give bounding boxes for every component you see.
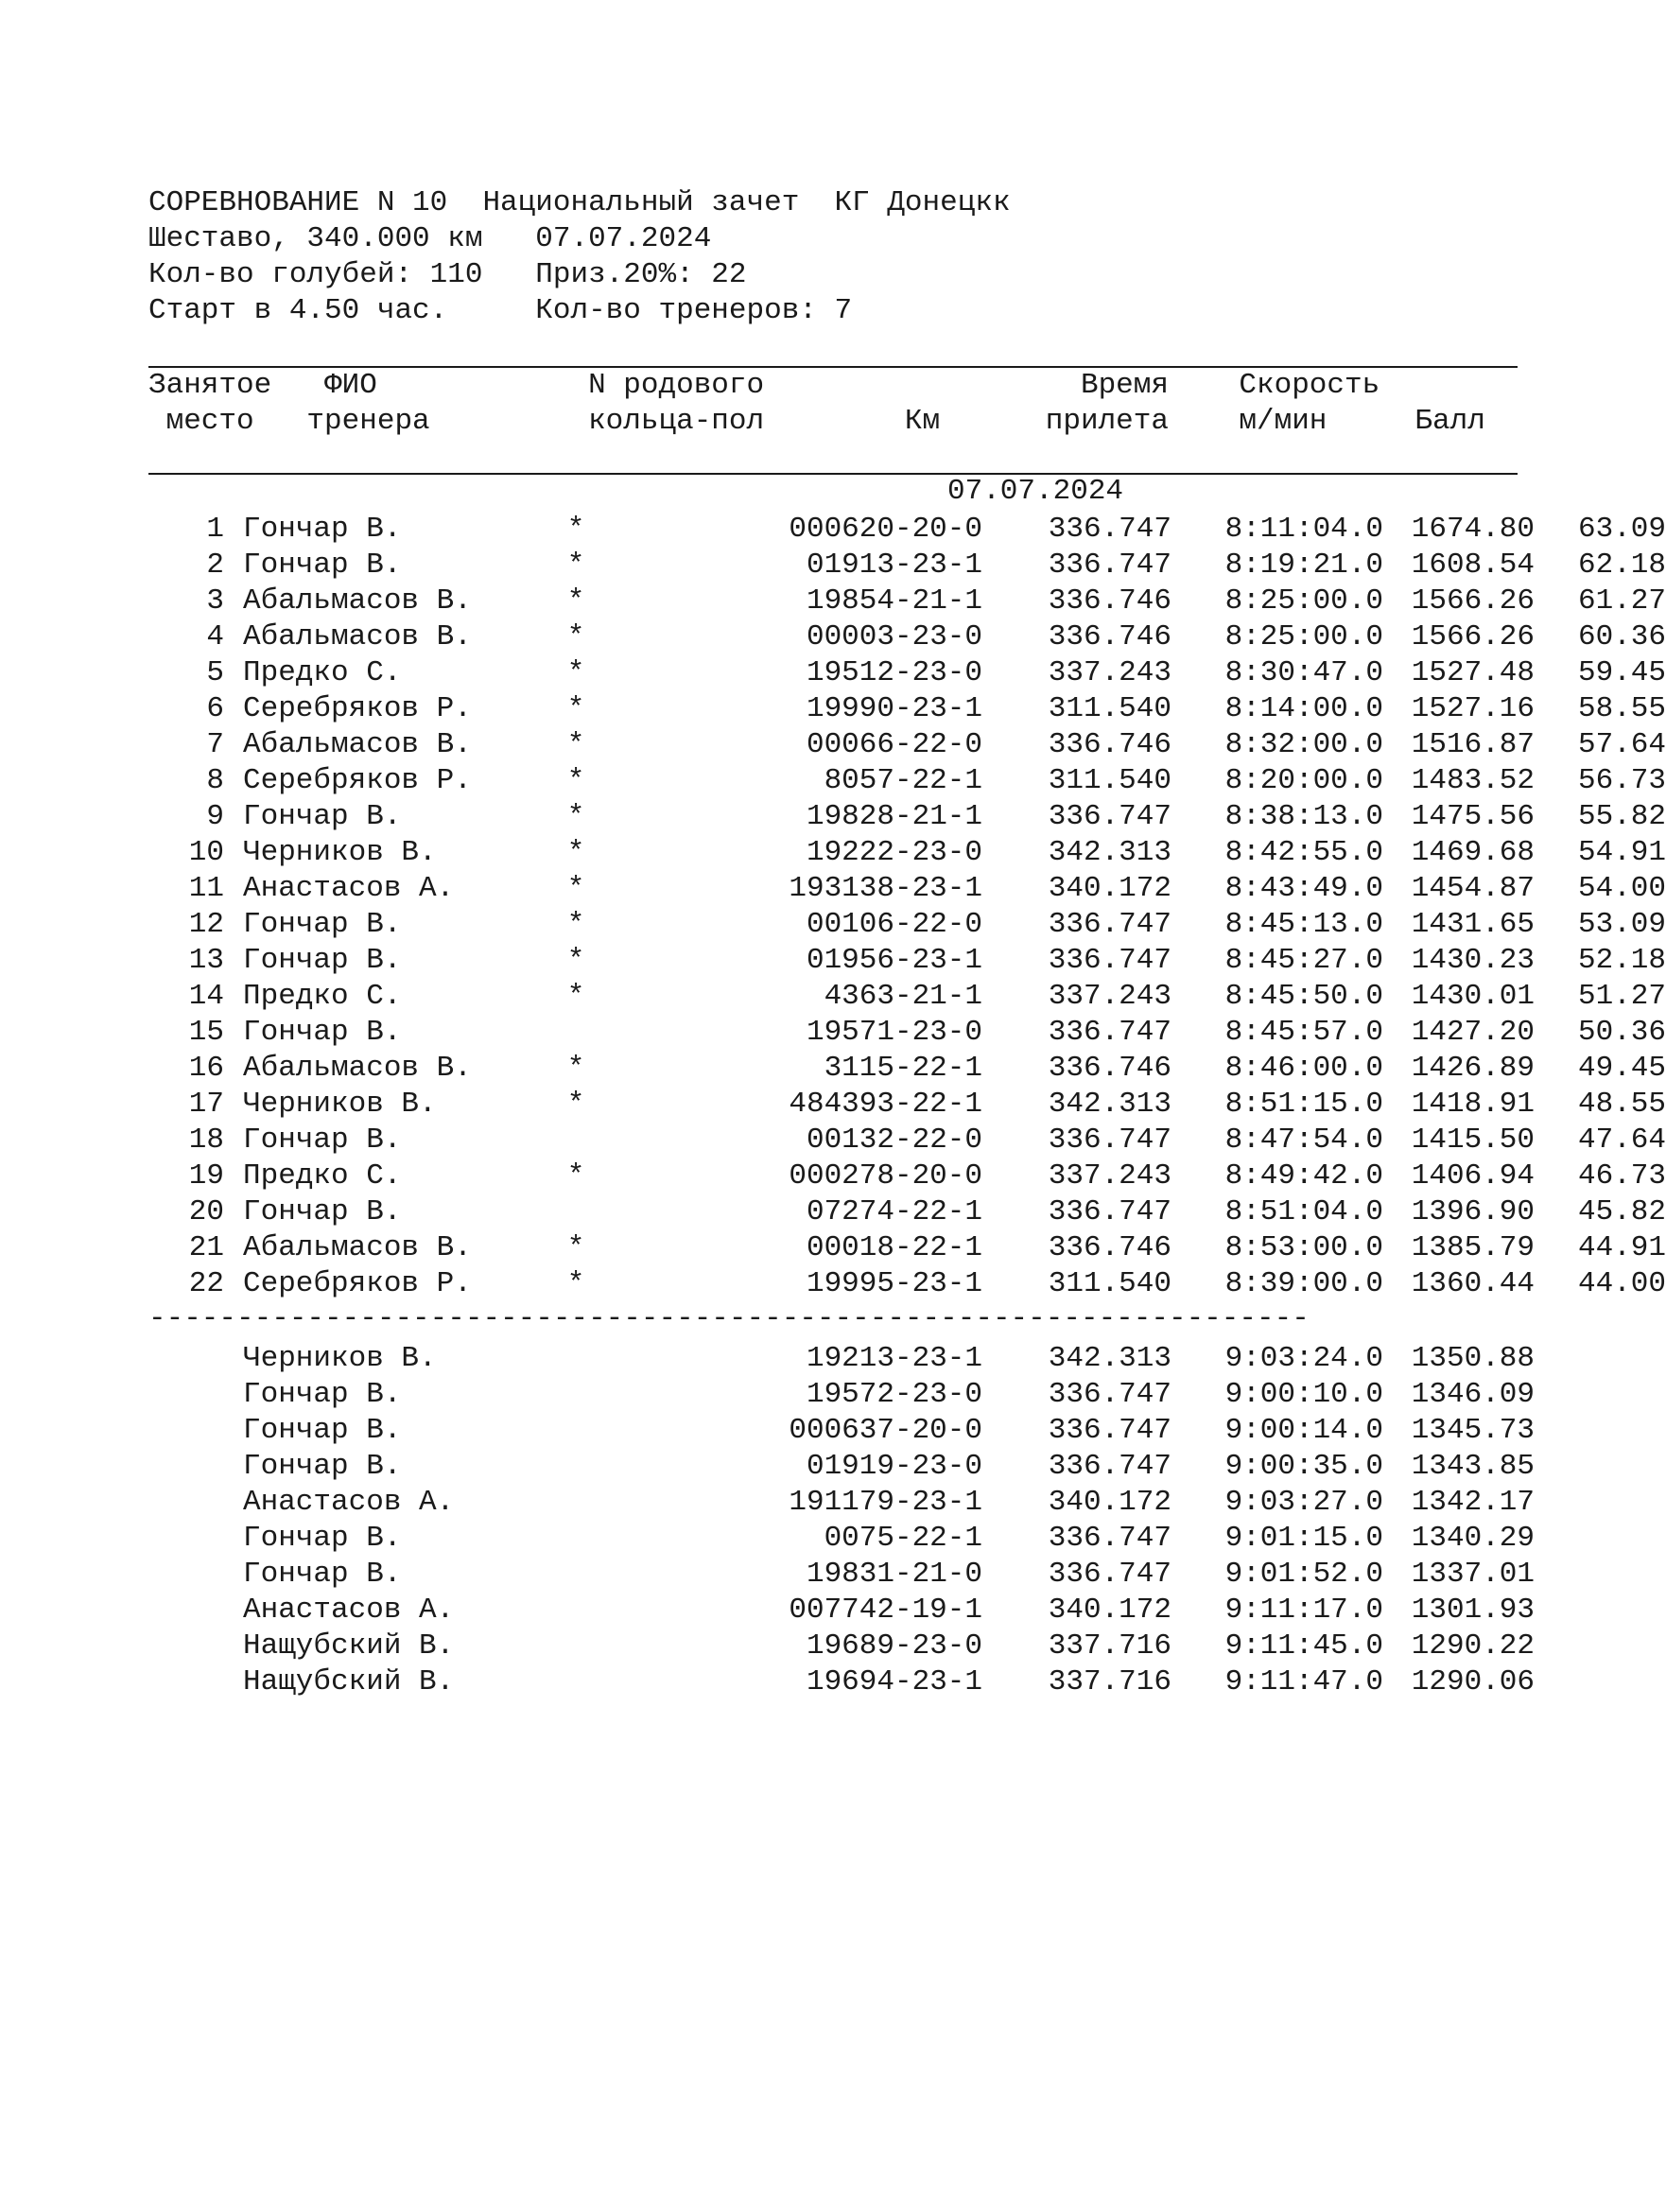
ring-number-cell: 000620-20-0 (789, 513, 982, 546)
table-row (148, 1123, 1666, 1158)
table-row (148, 1194, 1666, 1230)
points-cell: 59.45 (1577, 656, 1666, 689)
speed-cell: 1427.20 (1411, 1016, 1535, 1049)
mark-star-cell: * (566, 836, 585, 869)
speed-cell: 1340.29 (1411, 1522, 1535, 1555)
place-cell: 17 (188, 1088, 224, 1121)
points-cell: 53.09 (1577, 908, 1666, 941)
ring-number-cell: 00132-22-0 (806, 1123, 982, 1157)
table-row (148, 1413, 1535, 1449)
distance-cell: 340.172 (1048, 1486, 1171, 1519)
table-row (148, 512, 1666, 548)
arrival-time-cell: 9:03:27.0 (1224, 1486, 1383, 1519)
distance-cell: 336.746 (1048, 584, 1171, 618)
points-cell: 60.36 (1577, 620, 1666, 653)
ring-number-cell: 19990-23-1 (806, 692, 982, 725)
distance-cell: 336.747 (1048, 800, 1171, 833)
distance-cell: 342.313 (1048, 836, 1171, 869)
speed-cell: 1516.87 (1411, 728, 1535, 761)
ring-number-cell: 19572-23-0 (806, 1378, 982, 1411)
table-row (148, 835, 1666, 871)
points-cell: 48.55 (1577, 1088, 1666, 1121)
points-cell: 52.18 (1577, 944, 1666, 977)
trainer-name-cell: Нащубский В. (243, 1629, 455, 1663)
distance-cell: 342.313 (1048, 1342, 1171, 1375)
speed-cell: 1345.73 (1411, 1414, 1535, 1447)
mark-star-cell: * (566, 1088, 585, 1121)
trainer-name-cell: Черников В. (243, 836, 437, 869)
trainer-name-cell: Абальмасов В. (243, 620, 472, 653)
arrival-time-cell: 8:25:00.0 (1224, 584, 1383, 618)
place-cell: 21 (188, 1231, 224, 1264)
points-cell: 54.91 (1577, 836, 1666, 869)
points-cell: 57.64 (1577, 728, 1666, 761)
place-cell: 2 (206, 549, 224, 582)
place-cell: 20 (188, 1195, 224, 1228)
ring-number-cell: 00066-22-0 (806, 728, 982, 761)
place-cell: 18 (188, 1123, 224, 1157)
trainer-name-cell: Серебряков Р. (243, 692, 472, 725)
table-row (148, 1377, 1535, 1413)
distance-cell: 337.716 (1048, 1665, 1171, 1698)
place-cell: 12 (188, 908, 224, 941)
mark-star-cell: * (566, 800, 585, 833)
points-cell: 61.27 (1577, 584, 1666, 618)
ring-number-cell: 07274-22-1 (806, 1195, 982, 1228)
table-row (148, 871, 1666, 907)
header-line-location: Шеставо, 340.000 км 07.07.2024 (148, 222, 712, 255)
speed-cell: 1430.23 (1411, 944, 1535, 977)
distance-cell: 336.747 (1048, 1016, 1171, 1049)
speed-cell: 1566.26 (1411, 584, 1535, 618)
column-headers (148, 368, 1485, 440)
place-cell: 14 (188, 980, 224, 1013)
table-row (148, 1015, 1666, 1051)
arrival-time-cell: 8:45:27.0 (1224, 944, 1383, 977)
trainer-name-cell: Абальмасов В. (243, 1231, 472, 1264)
distance-cell: 336.747 (1048, 549, 1171, 582)
speed-cell: 1415.50 (1411, 1123, 1535, 1157)
distance-cell: 336.747 (1048, 1450, 1171, 1483)
points-cell: 49.45 (1577, 1052, 1666, 1085)
table-row (148, 1449, 1535, 1485)
speed-cell: 1301.93 (1411, 1594, 1535, 1627)
table-row (148, 1593, 1535, 1629)
arrival-time-cell: 9:11:47.0 (1224, 1665, 1383, 1698)
ring-number-cell: 01956-23-1 (806, 944, 982, 977)
distance-cell: 340.172 (1048, 1594, 1171, 1627)
table-row (148, 1629, 1535, 1664)
place-cell: 6 (206, 692, 224, 725)
ring-number-cell: 19854-21-1 (806, 584, 982, 618)
points-cell: 62.18 (1577, 549, 1666, 582)
speed-cell: 1406.94 (1411, 1159, 1535, 1193)
points-cell: 47.64 (1577, 1123, 1666, 1157)
distance-cell: 340.172 (1048, 872, 1171, 905)
arrival-time-cell: 9:01:15.0 (1224, 1522, 1383, 1555)
arrival-time-cell: 8:19:21.0 (1224, 549, 1383, 582)
trainer-name-cell: Гончар В. (243, 1414, 402, 1447)
ring-number-cell: 193138-23-1 (789, 872, 982, 905)
points-cell: 46.73 (1577, 1159, 1666, 1193)
points-cell: 50.36 (1577, 1016, 1666, 1049)
ring-number-cell: 8057-22-1 (824, 764, 982, 797)
speed-cell: 1360.44 (1411, 1267, 1535, 1300)
distance-cell: 336.746 (1048, 1231, 1171, 1264)
arrival-time-cell: 8:20:00.0 (1224, 764, 1383, 797)
points-cell: 63.09 (1577, 513, 1666, 546)
table-row (148, 1341, 1535, 1377)
arrival-time-cell: 9:11:45.0 (1224, 1629, 1383, 1663)
ring-number-cell: 19213-23-1 (806, 1342, 982, 1375)
place-cell: 4 (206, 620, 224, 653)
table-row (148, 1158, 1666, 1194)
table-row (148, 583, 1666, 619)
distance-cell: 337.716 (1048, 1629, 1171, 1663)
arrival-time-cell: 8:39:00.0 (1224, 1267, 1383, 1300)
table-row (148, 727, 1666, 763)
mark-star-cell: * (566, 1267, 585, 1300)
place-cell: 13 (188, 944, 224, 977)
table-row (148, 799, 1666, 835)
ring-number-cell: 19689-23-0 (806, 1629, 982, 1663)
mark-star-cell: * (566, 620, 585, 653)
ring-number-cell: 00003-23-0 (806, 620, 982, 653)
points-cell: 56.73 (1577, 764, 1666, 797)
ring-number-cell: 19512-23-0 (806, 656, 982, 689)
speed-cell: 1426.89 (1411, 1052, 1535, 1085)
place-cell: 11 (188, 872, 224, 905)
arrival-time-cell: 9:00:14.0 (1224, 1414, 1383, 1447)
arrival-time-cell: 8:14:00.0 (1224, 692, 1383, 725)
trainer-name-cell: Серебряков Р. (243, 1267, 472, 1300)
trainer-name-cell: Анастасов А. (243, 1594, 455, 1627)
distance-cell: 336.747 (1048, 1414, 1171, 1447)
place-cell: 10 (188, 836, 224, 869)
distance-cell: 336.747 (1048, 513, 1171, 546)
speed-cell: 1483.52 (1411, 764, 1535, 797)
trainer-name-cell: Анастасов А. (243, 872, 455, 905)
arrival-time-cell: 8:46:00.0 (1224, 1052, 1383, 1085)
arrival-time-cell: 9:00:35.0 (1224, 1450, 1383, 1483)
speed-cell: 1290.06 (1411, 1665, 1535, 1698)
mark-star-cell: * (566, 944, 585, 977)
ring-number-cell: 0075-22-1 (824, 1522, 982, 1555)
table-row (148, 943, 1666, 979)
place-cell: 19 (188, 1159, 224, 1193)
mark-star-cell: * (566, 584, 585, 618)
ring-number-cell: 01913-23-1 (806, 549, 982, 582)
ring-number-cell: 4363-21-1 (824, 980, 982, 1013)
arrival-time-cell: 8:11:04.0 (1224, 513, 1383, 546)
arrival-time-cell: 8:53:00.0 (1224, 1231, 1383, 1264)
trainer-name-cell: Гончар В. (243, 1558, 402, 1591)
trainer-name-cell: Предко С. (243, 980, 402, 1013)
mark-star-cell: * (566, 908, 585, 941)
mark-star-cell: * (566, 980, 585, 1013)
speed-cell: 1418.91 (1411, 1088, 1535, 1121)
arrival-time-cell: 8:30:47.0 (1224, 656, 1383, 689)
distance-cell: 336.746 (1048, 1052, 1171, 1085)
points-cell: 58.55 (1577, 692, 1666, 725)
trainer-name-cell: Гончар В. (243, 513, 402, 546)
trainer-name-cell: Гончар В. (243, 1450, 402, 1483)
mark-star-cell: * (566, 513, 585, 546)
points-cell: 55.82 (1577, 800, 1666, 833)
ring-number-cell: 00018-22-1 (806, 1231, 982, 1264)
ring-number-cell: 19995-23-1 (806, 1267, 982, 1300)
ring-number-cell: 19694-23-1 (806, 1665, 982, 1698)
ring-number-cell: 3115-22-1 (824, 1052, 982, 1085)
points-cell: 51.27 (1577, 980, 1666, 1013)
distance-cell: 342.313 (1048, 1088, 1171, 1121)
table-row (148, 1485, 1535, 1521)
speed-cell: 1566.26 (1411, 620, 1535, 653)
points-cell: 44.91 (1577, 1231, 1666, 1264)
ring-number-cell: 19571-23-0 (806, 1016, 982, 1049)
distance-cell: 337.243 (1048, 656, 1171, 689)
distance-cell: 311.540 (1048, 764, 1171, 797)
trainer-name-cell: Предко С. (243, 656, 402, 689)
header-line-count: Кол-во голубей: 110 Приз.20%: 22 (148, 258, 747, 291)
arrival-time-cell: 8:49:42.0 (1224, 1159, 1383, 1193)
speed-cell: 1469.68 (1411, 836, 1535, 869)
distance-cell: 337.243 (1048, 1159, 1171, 1193)
arrival-time-cell: 9:01:52.0 (1224, 1558, 1383, 1591)
arrival-time-cell: 8:45:57.0 (1224, 1016, 1383, 1049)
speed-cell: 1350.88 (1411, 1342, 1535, 1375)
arrival-time-cell: 9:03:24.0 (1224, 1342, 1383, 1375)
arrival-time-cell: 9:00:10.0 (1224, 1378, 1383, 1411)
mark-star-cell: * (566, 549, 585, 582)
mark-star-cell: * (566, 656, 585, 689)
prize-separator-line: ------------------------------------------------------------------ (148, 1302, 1310, 1335)
table-row (148, 691, 1666, 727)
points-cell: 54.00 (1577, 872, 1666, 905)
table-row (148, 1664, 1535, 1700)
arrival-time-cell: 8:42:55.0 (1224, 836, 1383, 869)
arrival-time-cell: 8:45:50.0 (1224, 980, 1383, 1013)
arrival-time-cell: 8:25:00.0 (1224, 620, 1383, 653)
table-row (148, 1087, 1666, 1123)
distance-cell: 336.746 (1048, 620, 1171, 653)
trainer-name-cell: Черников В. (243, 1088, 437, 1121)
table-row (148, 655, 1666, 691)
table-row (148, 1266, 1666, 1302)
place-cell: 3 (206, 584, 224, 618)
column-header-row-2: место тренера кольца-пол Км прилета м/мин Балл (148, 405, 1485, 438)
place-cell: 22 (188, 1267, 224, 1300)
table-row (148, 548, 1666, 583)
speed-cell: 1346.09 (1411, 1378, 1535, 1411)
speed-cell: 1290.22 (1411, 1629, 1535, 1663)
ring-number-cell: 19222-23-0 (806, 836, 982, 869)
mark-star-cell: * (566, 1052, 585, 1085)
distance-cell: 336.747 (1048, 944, 1171, 977)
trainer-name-cell: Гончар В. (243, 1123, 402, 1157)
arrival-time-cell: 8:47:54.0 (1224, 1123, 1383, 1157)
ring-number-cell: 00106-22-0 (806, 908, 982, 941)
speed-cell: 1396.90 (1411, 1195, 1535, 1228)
table-row (148, 1230, 1666, 1266)
trainer-name-cell: Нащубский В. (243, 1665, 455, 1698)
place-cell: 8 (206, 764, 224, 797)
distance-cell: 336.747 (1048, 908, 1171, 941)
trainer-name-cell: Гончар В. (243, 1378, 402, 1411)
points-cell: 45.82 (1577, 1195, 1666, 1228)
ring-number-cell: 484393-22-1 (789, 1088, 982, 1121)
header-line-title: СОРЕВНОВАНИЕ N 10 Национальный зачет КГ Донецкк (148, 186, 1011, 219)
distance-cell: 336.746 (1048, 728, 1171, 761)
place-cell: 1 (206, 513, 224, 546)
place-cell: 16 (188, 1052, 224, 1085)
speed-cell: 1674.80 (1411, 513, 1535, 546)
arrival-time-cell: 8:38:13.0 (1224, 800, 1383, 833)
table-row (148, 907, 1666, 943)
ring-number-cell: 19831-21-0 (806, 1558, 982, 1591)
distance-cell: 311.540 (1048, 692, 1171, 725)
mark-star-cell: * (566, 692, 585, 725)
trainer-name-cell: Гончар В. (243, 800, 402, 833)
trainer-name-cell: Гончар В. (243, 1522, 402, 1555)
ring-number-cell: 01919-23-0 (806, 1450, 982, 1483)
speed-cell: 1608.54 (1411, 549, 1535, 582)
ring-number-cell: 19828-21-1 (806, 800, 982, 833)
distance-cell: 337.243 (1048, 980, 1171, 1013)
mark-star-cell: * (566, 1159, 585, 1193)
trainer-name-cell: Гончар В. (243, 944, 402, 977)
points-cell: 44.00 (1577, 1267, 1666, 1300)
place-cell: 5 (206, 656, 224, 689)
speed-cell: 1431.65 (1411, 908, 1535, 941)
trainer-name-cell: Гончар В. (243, 1195, 402, 1228)
speed-cell: 1343.85 (1411, 1450, 1535, 1483)
arrival-time-cell: 9:11:17.0 (1224, 1594, 1383, 1627)
arrival-time-cell: 8:51:15.0 (1224, 1088, 1383, 1121)
speed-cell: 1527.48 (1411, 656, 1535, 689)
ring-number-cell: 191179-23-1 (789, 1486, 982, 1519)
column-header-row-1: Занятое ФИО N родового Время Скорость (148, 369, 1380, 402)
place-cell: 9 (206, 800, 224, 833)
distance-cell: 311.540 (1048, 1267, 1171, 1300)
arrival-time-cell: 8:43:49.0 (1224, 872, 1383, 905)
table-row (148, 979, 1666, 1015)
table-row (148, 1051, 1666, 1087)
trainer-name-cell: Гончар В. (243, 908, 402, 941)
distance-cell: 336.747 (1048, 1558, 1171, 1591)
speed-cell: 1430.01 (1411, 980, 1535, 1013)
distance-cell: 336.747 (1048, 1123, 1171, 1157)
trainer-name-cell: Абальмасов В. (243, 1052, 472, 1085)
arrival-time-cell: 8:45:13.0 (1224, 908, 1383, 941)
competition-header (148, 185, 1011, 329)
trainer-name-cell: Абальмасов В. (243, 728, 472, 761)
trainer-name-cell: Гончар В. (243, 1016, 402, 1049)
date-separator: 07.07.2024 (947, 475, 1124, 508)
trainer-name-cell: Абальмасов В. (243, 584, 472, 618)
speed-cell: 1337.01 (1411, 1558, 1535, 1591)
ring-number-cell: 000278-20-0 (789, 1159, 982, 1193)
speed-cell: 1527.16 (1411, 692, 1535, 725)
place-cell: 15 (188, 1016, 224, 1049)
arrival-time-cell: 8:51:04.0 (1224, 1195, 1383, 1228)
trainer-name-cell: Гончар В. (243, 549, 402, 582)
mark-star-cell: * (566, 764, 585, 797)
trainer-name-cell: Предко С. (243, 1159, 402, 1193)
trainer-name-cell: Черников В. (243, 1342, 437, 1375)
mark-star-cell: * (566, 728, 585, 761)
speed-cell: 1454.87 (1411, 872, 1535, 905)
distance-cell: 336.747 (1048, 1195, 1171, 1228)
trainer-name-cell: Анастасов А. (243, 1486, 455, 1519)
speed-cell: 1342.17 (1411, 1486, 1535, 1519)
distance-cell: 336.747 (1048, 1378, 1171, 1411)
header-bottom-rule (148, 473, 1518, 475)
speed-cell: 1385.79 (1411, 1231, 1535, 1264)
mark-star-cell: * (566, 872, 585, 905)
table-row (148, 619, 1666, 655)
header-line-start: Старт в 4.50 час. Кол-во тренеров: 7 (148, 294, 853, 327)
ring-number-cell: 007742-19-1 (789, 1594, 982, 1627)
trainer-name-cell: Серебряков Р. (243, 764, 472, 797)
speed-cell: 1475.56 (1411, 800, 1535, 833)
arrival-time-cell: 8:32:00.0 (1224, 728, 1383, 761)
table-row (148, 1557, 1535, 1593)
distance-cell: 336.747 (1048, 1522, 1171, 1555)
place-cell: 7 (206, 728, 224, 761)
ring-number-cell: 000637-20-0 (789, 1414, 982, 1447)
table-row (148, 1521, 1535, 1557)
table-row (148, 763, 1666, 799)
mark-star-cell: * (566, 1231, 585, 1264)
